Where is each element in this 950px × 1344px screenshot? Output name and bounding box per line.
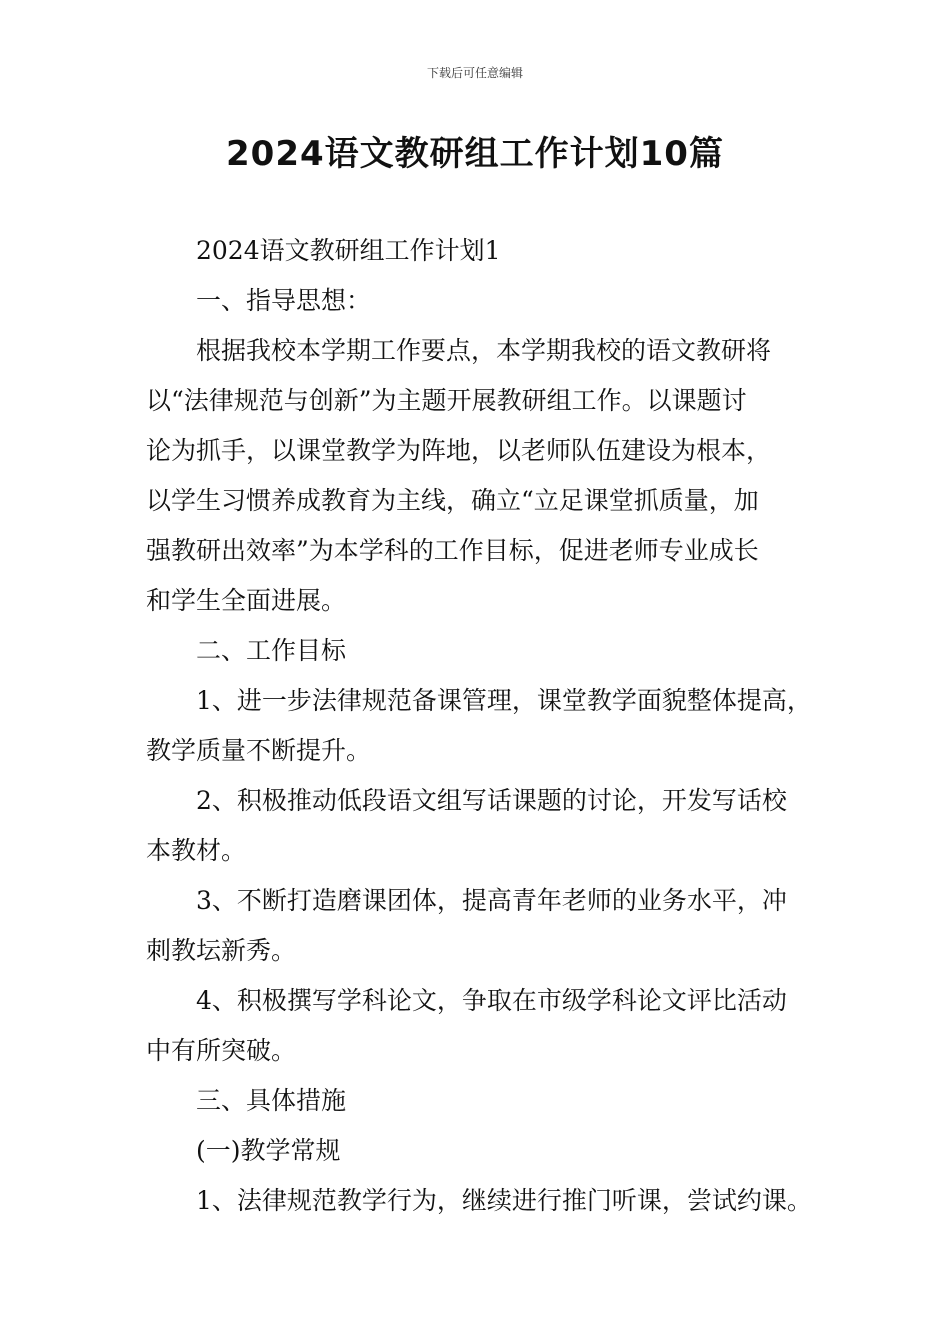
text-line: 2、积极推动低段语文组写话课题的讨论，开发写话校 [196,786,787,815]
text-line: 1、进一步法律规范备课管理，课堂教学面貌整体提高， [196,686,812,715]
text-line: 1、法律规范教学行为，继续进行推门听课，尝试约课。 [196,1186,812,1215]
text-line: 三、具体措施 [196,1086,347,1115]
text-line: 本教材。 [146,836,247,865]
text-line: 一、指导思想： [196,286,372,315]
document-body [146,226,826,1226]
text-line: 和学生全面进展。 [146,586,347,615]
page-header: 下载后可任意编辑 [426,66,523,80]
text-line: 教学质量不断提升。 [146,736,372,765]
text-line: 根据我校本学期工作要点，本学期我校的语文教研将 [196,336,772,365]
text-line: 二、工作目标 [196,636,347,665]
document-title: 2024语文教研组工作计划10篇 [226,134,724,174]
text-line: 论为抓手，以课堂教学为阵地，以老师队伍建设为根本， [146,436,772,465]
text-line: 强教研出效率”为本学科的工作目标，促进老师专业成长 [146,536,759,565]
text-line: 以学生习惯养成教育为主线，确立“立足课堂抓质量，加 [146,486,759,515]
text-line: (一)教学常规 [196,1136,341,1165]
text-line: 中有所突破。 [146,1036,297,1065]
text-line: 4、积极撰写学科论文，争取在市级学科论文评比活动 [196,986,787,1015]
text-line: 刺教坛新秀。 [146,936,297,965]
text-line: 2024语文教研组工作计划1 [196,236,501,265]
text-line: 以“法律规范与创新”为主题开展教研组工作。以课题讨 [146,386,747,415]
text-line: 3、不断打造磨课团体，提高青年老师的业务水平，冲 [196,886,787,915]
